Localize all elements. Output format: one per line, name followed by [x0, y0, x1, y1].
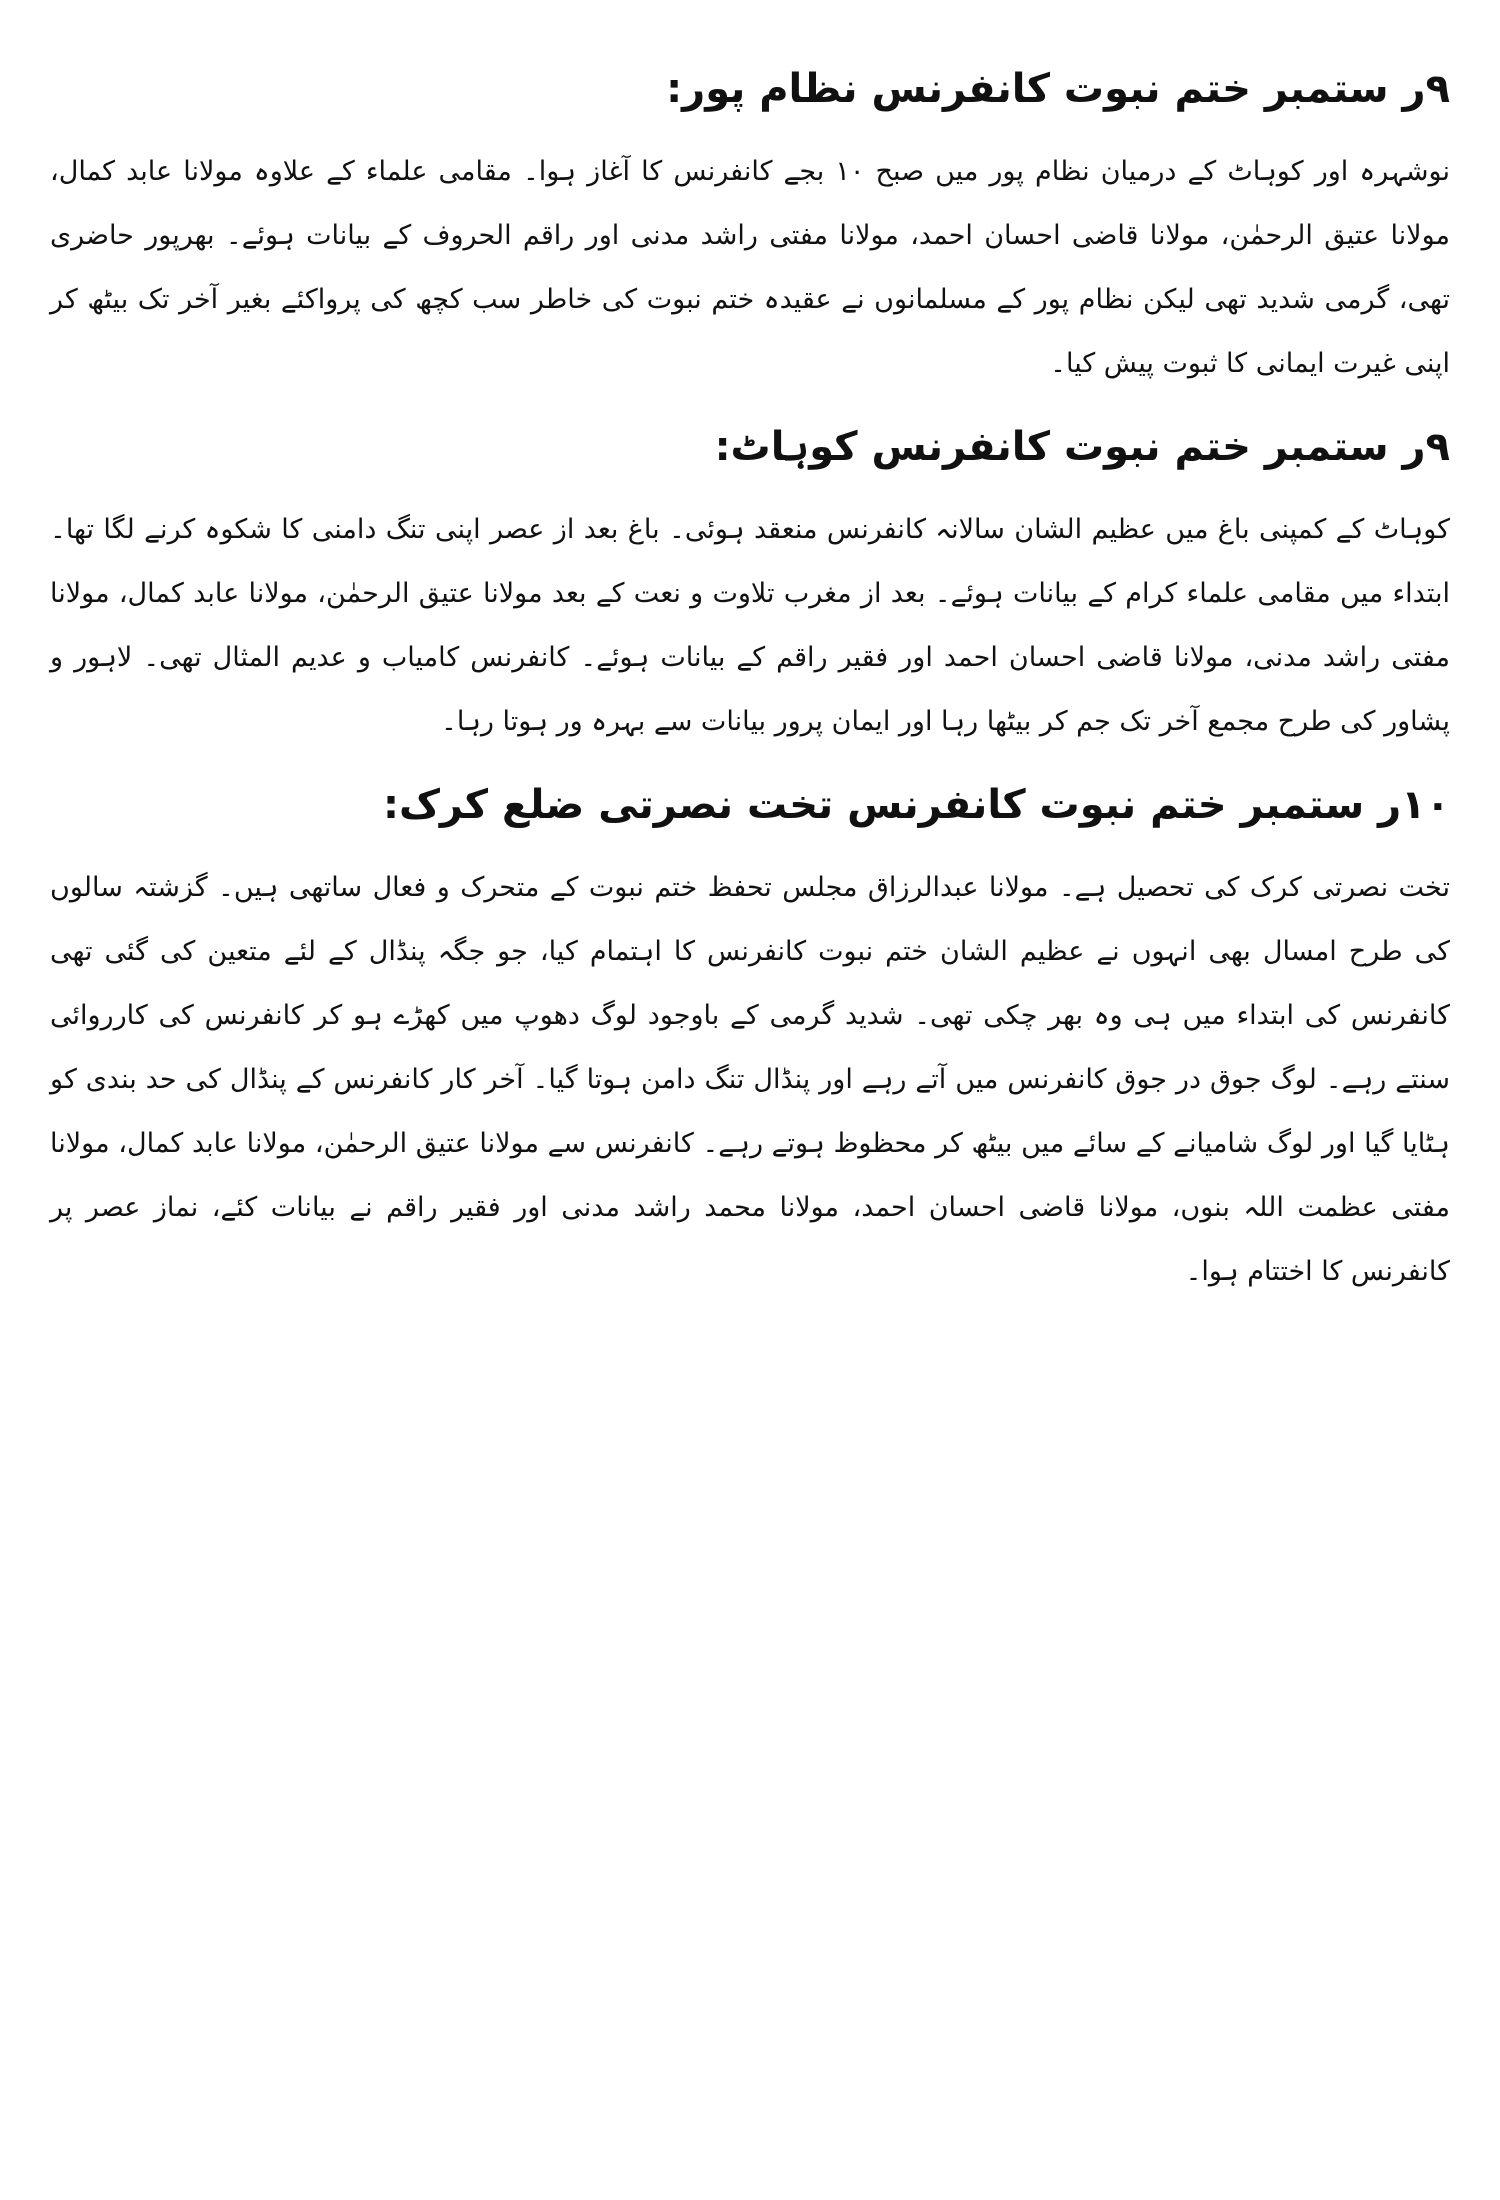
section-nizampur	[50, 60, 1450, 396]
section-paragraph: تخت نصرتی کرک کی تحصیل ہے۔ مولانا عبدالرزاق مجلس تحفظ ختم نبوت کے متحرک و فعال ساتھی ہیں۔ گزشتہ سالوں کی طرح امسال بھی انہوں نے عظیم الشان ختم نبوت کانفرنس کا اہتمام کیا، جو جگہ پنڈال کے لئے متعین کی گئی تھی کانفرنس کی ابتداء میں ہی وہ بھر چکی تھی۔ شدید گرمی کے باوجود لوگ دھوپ میں کھڑے ہو کر کانفرنس کی کارروائی سنتے رہے۔ لوگ جوق در جوق کانفرنس میں آتے رہے اور پنڈال تنگ دامن ہوتا گیا۔ آخر کار کانفرنس کے پنڈال کی حد بندی کو ہٹایا گیا اور لوگ شامیانے کے سائے میں بیٹھ کر محظوظ ہوتے رہے۔ کانفرنس سے مولانا عتیق الرحمٰن، مولانا عابد کمال، مولانا مفتی عظمت اللہ بنوں، مولانا قاضی احسان احمد، مولانا محمد راشد مدنی اور فقیر راقم نے بیانات کئے، نماز عصر پر کانفرنس کا اختتام ہوا۔	[50, 872, 1450, 1287]
section-heading: ۹ر ستمبر ختم نبوت کانفرنس نظام پور:	[666, 66, 1450, 112]
section-paragraph: نوشہرہ اور کوہاٹ کے درمیان نظام پور میں صبح ۱۰ بجے کانفرنس کا آغاز ہوا۔ مقامی علماء کے علاوہ مولانا عابد کمال، مولانا عتیق الرحمٰن، مولانا قاضی احسان احمد، مولانا مفتی راشد مدنی اور راقم الحروف کے بیانات ہوئے۔ بھرپور حاضری تھی، گرمی شدید تھی لیکن نظام پور کے مسلمانوں نے عقیدہ ختم نبوت کی خاطر سب کچھ کی پرواکئے بغیر آخر تک بیٹھ کر اپنی غیرت ایمانی کا ثبوت پیش کیا۔	[50, 156, 1450, 379]
section-heading: ۱۰ر ستمبر ختم نبوت کانفرنس تخت نصرتی ضلع کرک:	[382, 782, 1450, 828]
section-paragraph: کوہاٹ کے کمپنی باغ میں عظیم الشان سالانہ کانفرنس منعقد ہوئی۔ باغ بعد از عصر اپنی تنگ دامنی کا شکوہ کرنے لگا تھا۔ ابتداء میں مقامی علماء کرام کے بیانات ہوئے۔ بعد از مغرب تلاوت و نعت کے بعد مولانا عتیق الرحمٰن، مولانا عابد کمال، مولانا مفتی راشد مدنی، مولانا قاضی احسان احمد اور فقیر راقم کے بیانات ہوئے۔ کانفرنس کامیاب و عدیم المثال تھی۔ لاہور و پشاور کی طرح مجمع آخر تک جم کر بیٹھا رہا اور ایمان پرور بیانات سے بہرہ ور ہوتا رہا۔	[50, 514, 1450, 737]
section-kohat	[50, 418, 1450, 754]
section-heading: ۹ر ستمبر ختم نبوت کانفرنس کوہاٹ:	[714, 424, 1450, 470]
document-content	[50, 60, 1450, 1326]
section-takht-nusrati	[50, 776, 1450, 1304]
